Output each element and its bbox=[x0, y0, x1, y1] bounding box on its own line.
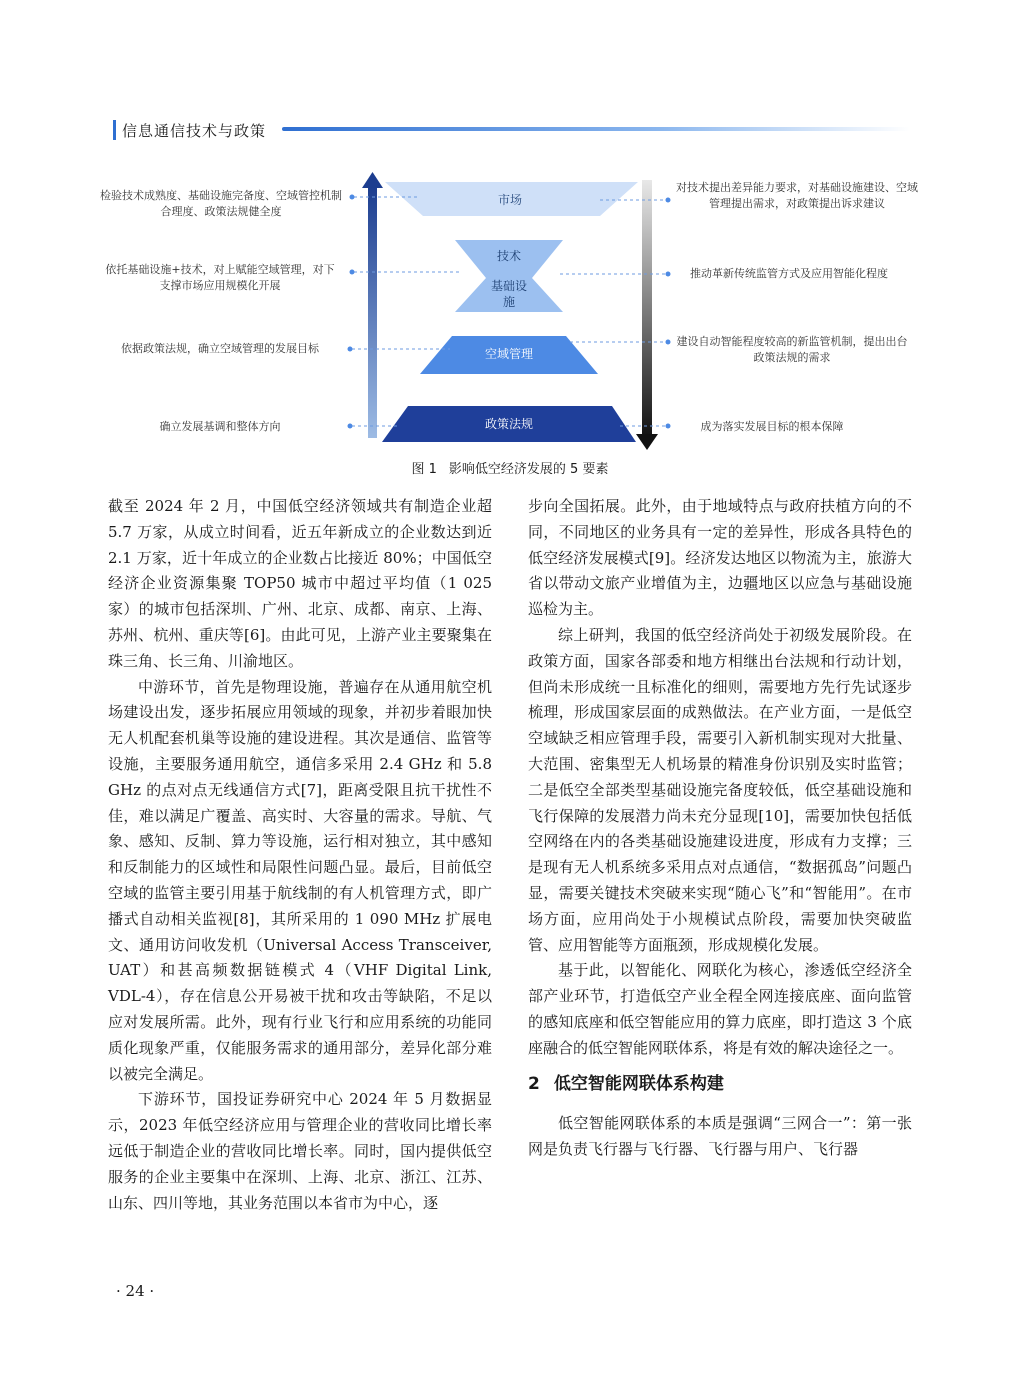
connector-dot bbox=[666, 424, 671, 429]
figure-caption bbox=[0, 458, 1020, 477]
down-arrow-shaft bbox=[642, 180, 652, 438]
connector-dot bbox=[666, 272, 671, 277]
layer-airspace-label: 空域管理 bbox=[484, 347, 533, 361]
paragraph: 下游环节，国投证券研究中心 2024 年 5 月数据显示，2023 年低空经济应用与管理企业的营收同比增长率远低于制造企业的营收同比增长率。同时，国内提供低空服务的企业主要集中在深圳、上海、北京、浙江、江苏、山东、四川等地，其业务范围以本省市为中心，逐 bbox=[108, 1090, 492, 1212]
connector-dot bbox=[348, 424, 353, 429]
figure-caption-number: 图 1 bbox=[411, 462, 437, 477]
right-label-market: 对技术提出差异能力要求，对基础设施建设、空域管理提出需求，对政策提出诉求建议 bbox=[676, 181, 918, 210]
header-accent-bar bbox=[113, 120, 116, 140]
page-number: · 24 · bbox=[116, 1282, 155, 1300]
layer-infrastructure-label: 基础设施 bbox=[490, 279, 527, 309]
text-column-right bbox=[528, 494, 912, 1163]
paragraph: 中游环节，首先是物理设施，普遍存在从通用航空机场建设出发，逐步拓展应用领域的现象，并初步着眼加快无人机配套机巢等设施的建设进程。其次是通信、监管等设施，主要服务通用航空，通信多采用 2.4 GHz 和 5.8 GHz 的点对点无线通信方式[7]，距离受限且抗干扰性不佳，难以满足广覆盖、高实时、大容量的需求。导航、气象、感知、反制、算力等设施，运行相对独立，其中感知和反制能力的区域性和局限性问题凸显。最后，目前低空空域的监管主要引用基于航线制的有人机管理方式，即广播式自动相关监视[8]，其所采用的 1 090 MHz 扩展电文、通用访问收发机（Universal Access Transceiver, UAT）和甚高频数据链模式 4（VHF Digital Link, VDL-4），存在信息公开易被干扰和攻击等缺陷，不足以应对发展所需。此外，现有行业飞行和应用系统的功能同质化现象严重，仅能服务需求的通用部分，差异化部分难以被完全满足。 bbox=[108, 677, 492, 1083]
header-rule bbox=[282, 127, 910, 131]
paragraph: 综上研判，我国的低空经济尚处于初级发展阶段。在政策方面，国家各部委和地方相继出台法规和行动计划，但尚未形成统一且标准化的细则，需要地方先行先试逐步梳理，形成国家层面的成熟做法。在产业方面，一是低空空域缺乏相应管理手段，需要引入新机制实现对大批量、大范围、密集型无人机场景的精准身份识别及实时监管；二是低空全部类型基础设施完备度较低，低空基础设施和飞行保障的发展潜力尚未充分显现[10]，需要加快包括低空网络在内的各类基础设施建设进度，形成有力支撑；三是现有无人机系统多采用点对点通信，“数据孤岛”问题凸显，需要关键技术突破来实现“随心飞”和“智能用”。在市场方面，应用尚处于小规模试点阶段，需要加快突破监管、应用智能等方面瓶颈，形成规模化发展。 bbox=[528, 625, 912, 954]
journal-title: 信息通信技术与政策 bbox=[122, 121, 267, 140]
left-connector-dots bbox=[348, 195, 355, 429]
section-number: 2 bbox=[528, 1073, 540, 1094]
section-heading bbox=[528, 1072, 912, 1098]
paragraph: 截至 2024 年 2 月，中国低空经济领域共有制造企业超 5.7 万家，从成立时间看，近五年新成立的企业数达到近 2.1 万家，近十年成立的企业数占比接近 80%；中国低空经济企业资源集聚 TOP50 城市中超过平均值（1 025 家）的城市包括深圳、广州、北京、成都、南京、上海、苏州、杭州、重庆等[6]。由此可见，上游产业主要聚集在珠三角、长三角、川渝地区。 bbox=[108, 497, 492, 670]
journal-header bbox=[113, 118, 266, 142]
layer-market-label: 市场 bbox=[497, 193, 522, 207]
up-arrow-head bbox=[362, 172, 383, 188]
left-label-airspace: 依据政策法规，确立空域管理的发展目标 bbox=[121, 342, 319, 355]
layer-policy-label: 政策法规 bbox=[484, 417, 533, 431]
paragraph: 基于此，以智能化、网联化为核心，渗透低空经济全部产业环节，打造低空产业全程全网连接底座、面向监管的感知底座和低空智能应用的算力底座，即打造这 3 个底座融合的低空智能网联体系，将是有效的解决途径之一。 bbox=[528, 961, 912, 1057]
down-arrow-head bbox=[636, 434, 658, 450]
layer-technology-label: 技术 bbox=[496, 249, 521, 263]
up-arrow-shaft bbox=[368, 186, 377, 438]
left-label-infrastructure: 依托基础设施+技术，对上赋能空域管理，对下支撑市场应用规模化开展 bbox=[105, 263, 335, 292]
connector-dot bbox=[666, 340, 671, 345]
paragraph: 低空智能网联体系的本质是强调“三网合一”：第一张网是负责飞行器与飞行器、飞行器与用户、飞行器 bbox=[528, 1114, 912, 1159]
left-label-policy: 确立发展基调和整体方向 bbox=[159, 420, 281, 433]
connector-dot bbox=[348, 347, 353, 352]
figure-caption-text: 影响低空经济发展的 5 要素 bbox=[448, 462, 609, 477]
paragraph: 步向全国拓展。此外，由于地域特点与政府扶植方向的不同，不同地区的业务具有一定的差异性，形成各具特色的低空经济发展模式[9]。经济发达地区以物流为主，旅游大省以带动文旅产业增值为主，边疆地区以应急与基础设施巡检为主。 bbox=[528, 497, 912, 619]
connector-dot bbox=[350, 270, 355, 275]
right-label-policy: 成为落实发展目标的根本保障 bbox=[700, 420, 844, 433]
text-column-left bbox=[108, 494, 492, 1216]
connector-dot bbox=[350, 195, 355, 200]
right-connector-dots bbox=[666, 198, 671, 429]
connector-dot bbox=[666, 198, 671, 203]
right-label-infrastructure: 推动革新传统监管方式及应用智能化程度 bbox=[690, 267, 888, 280]
section-title: 低空智能网联体系构建 bbox=[553, 1073, 724, 1094]
right-label-airspace: 建设自动智能程度较高的新监管机制，提出出台政策法规的需求 bbox=[676, 335, 908, 364]
left-label-market: 检验技术成熟度、基础设施完备度、空域管控机制合理度、政策法规健全度 bbox=[100, 189, 342, 218]
figure-five-elements bbox=[0, 160, 1020, 460]
